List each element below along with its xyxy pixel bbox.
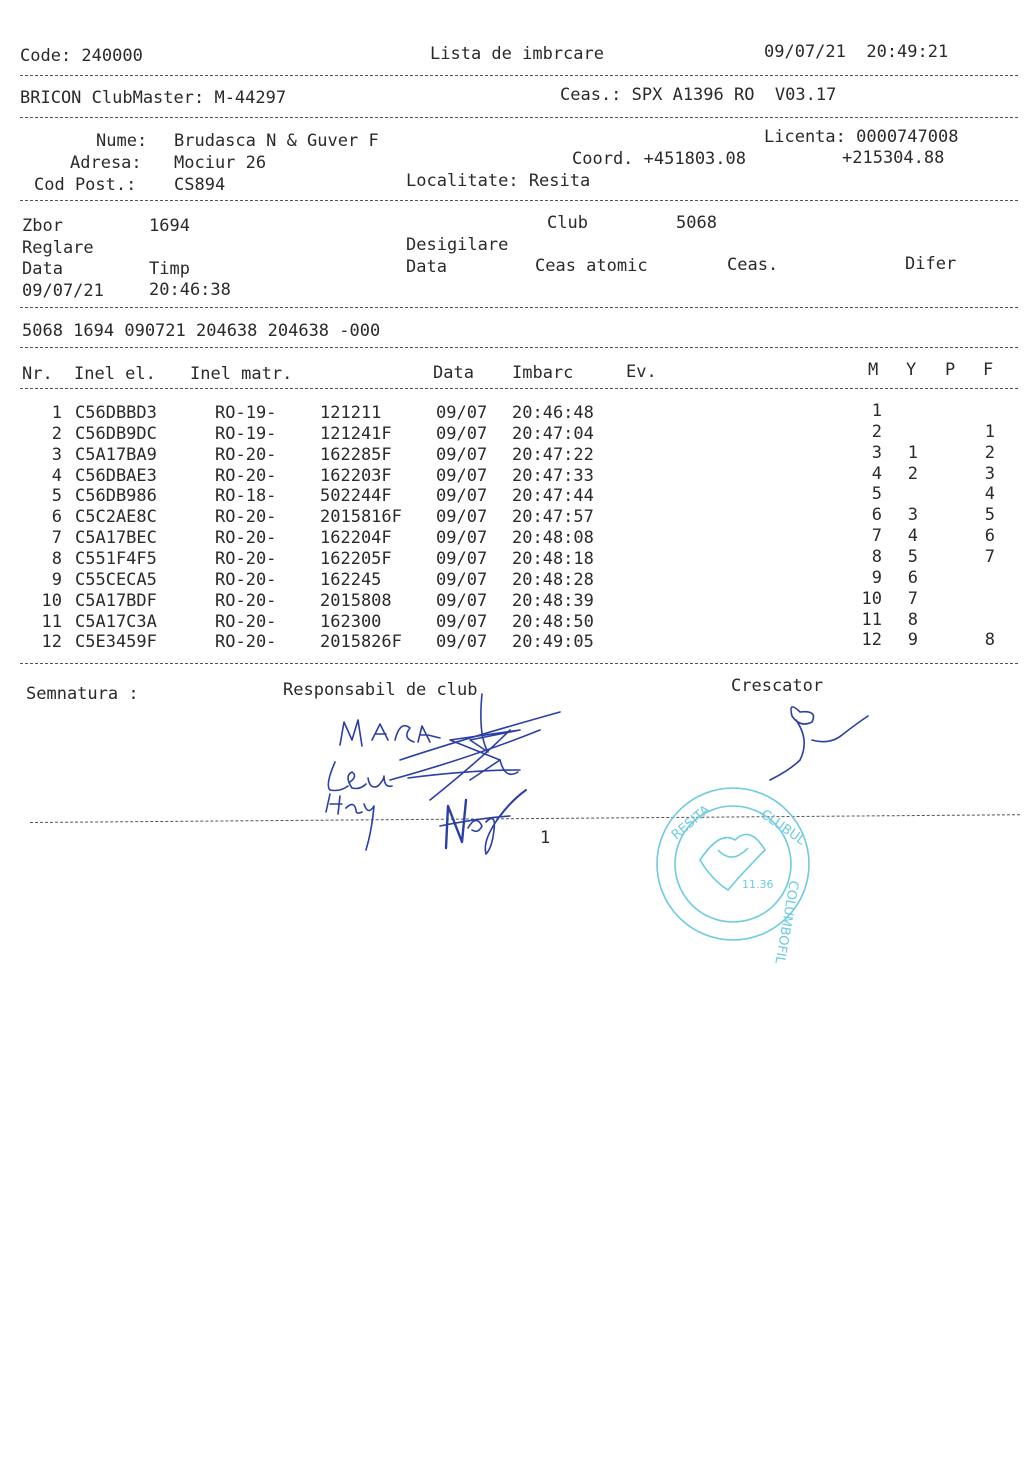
row-electronic-ring: C5A17BA9 xyxy=(75,444,157,465)
col-f: F xyxy=(983,360,994,380)
row-number: 2 xyxy=(51,423,62,444)
svg-text:CLUBUL: CLUBUL xyxy=(757,806,808,849)
club-number: 5068 xyxy=(676,213,717,233)
col-p: P xyxy=(945,360,956,380)
row-y: 6 xyxy=(907,567,918,588)
separator xyxy=(20,75,1018,76)
row-y: 1 xyxy=(907,442,918,463)
flight-code-line: 5068 1694 090721 204638 204638 -000 xyxy=(22,321,381,341)
setting-label: Reglare xyxy=(22,238,94,258)
row-time: 20:46:48 xyxy=(512,403,594,423)
row-m: 8 xyxy=(871,546,882,567)
col-ring-electronic: Inel el. xyxy=(74,364,156,384)
postal-code-label: Cod Post.: xyxy=(34,175,137,195)
col-boarding: Imbarc xyxy=(512,363,574,383)
row-ring-prefix: RO-20- xyxy=(215,465,277,486)
row-f: 6 xyxy=(984,526,995,547)
row-number: 5 xyxy=(51,486,62,507)
difference-label: Difer xyxy=(905,254,957,274)
row-ring-number: 162245 xyxy=(320,569,382,590)
flight-number: 1694 xyxy=(149,216,190,236)
row-m: 12 xyxy=(861,630,882,651)
separator xyxy=(20,388,1018,389)
name-label: Nume: xyxy=(96,131,148,151)
row-date: 09/07 xyxy=(436,590,488,611)
coordinates-second: +215304.88 xyxy=(842,148,945,168)
signature-label: Semnatura : xyxy=(26,684,139,704)
row-date: 09/07 xyxy=(436,548,488,569)
row-y: 3 xyxy=(907,505,918,526)
owner-address: Mociur 26 xyxy=(174,153,267,173)
row-number: 4 xyxy=(51,465,62,486)
row-time: 20:47:22 xyxy=(512,444,594,465)
row-electronic-ring: C5A17C3A xyxy=(75,611,157,632)
row-number: 11 xyxy=(41,611,62,632)
row-ring-prefix: RO-20- xyxy=(215,507,277,528)
row-y: 7 xyxy=(907,588,918,609)
row-m: 4 xyxy=(871,463,882,484)
print-datetime: 09/07/21 20:49:21 xyxy=(764,42,949,62)
address-label: Adresa: xyxy=(70,153,142,173)
separator xyxy=(20,307,1018,308)
row-f: 1 xyxy=(984,421,995,442)
row-electronic-ring: C56DBAE3 xyxy=(75,465,157,486)
stamp-lettering xyxy=(669,802,809,965)
row-date: 09/07 xyxy=(436,465,488,486)
row-electronic-ring: C5E3459F xyxy=(75,632,157,653)
row-ring-number: 2015826F xyxy=(320,632,402,653)
row-electronic-ring: C56DB986 xyxy=(75,486,157,507)
breeder-signature xyxy=(770,707,868,780)
row-f: 5 xyxy=(984,505,995,526)
clock-label: Ceas. xyxy=(727,255,779,275)
row-number: 7 xyxy=(51,528,62,549)
row-number: 6 xyxy=(51,507,62,528)
row-ring-number: 162203F xyxy=(320,465,392,486)
row-ring-prefix: RO-18- xyxy=(215,486,277,507)
row-m: 2 xyxy=(871,421,882,442)
separator xyxy=(20,663,1018,664)
postal-code: CS894 xyxy=(174,175,226,195)
row-time: 20:48:39 xyxy=(512,590,594,611)
col-ring-registration: Inel matr. xyxy=(190,364,293,384)
separator xyxy=(20,200,1018,201)
row-time: 20:48:28 xyxy=(512,569,594,590)
row-number: 3 xyxy=(51,444,62,465)
row-number: 8 xyxy=(51,548,62,569)
col-event: Ev. xyxy=(626,362,657,382)
row-date: 09/07 xyxy=(436,528,488,549)
flight-label: Zbor xyxy=(22,216,63,236)
svg-text:COLUMBOFIL: COLUMBOFIL xyxy=(771,879,801,965)
row-f: 3 xyxy=(984,463,995,484)
row-electronic-ring: C55CECA5 xyxy=(75,569,157,590)
row-f: 8 xyxy=(984,630,995,651)
row-m: 9 xyxy=(871,567,882,588)
row-y: 5 xyxy=(907,546,918,567)
row-electronic-ring: C56DBBD3 xyxy=(75,403,157,423)
row-date: 09/07 xyxy=(436,444,488,465)
col-nr: Nr. xyxy=(22,364,53,384)
row-f: 4 xyxy=(984,484,995,505)
row-time: 20:47:44 xyxy=(512,486,594,507)
owner-name: Brudasca N & Guver F xyxy=(174,131,379,151)
row-ring-prefix: RO-19- xyxy=(215,403,277,423)
locality: Localitate: Resita xyxy=(406,171,591,191)
setting-date: 09/07/21 xyxy=(22,281,104,301)
row-date: 09/07 xyxy=(436,611,488,632)
club-responsible-label: Responsabil de club xyxy=(283,680,478,700)
row-number: 1 xyxy=(51,403,62,423)
date-label: Data xyxy=(22,259,63,279)
row-ring-number: 162285F xyxy=(320,444,392,465)
svg-text:RESITA: RESITA xyxy=(668,802,714,844)
row-m: 10 xyxy=(861,588,882,609)
row-date: 09/07 xyxy=(436,507,488,528)
svg-text:11.36: 11.36 xyxy=(742,878,774,891)
separator xyxy=(20,347,1018,348)
unsealing-label: Desigilare xyxy=(406,235,509,255)
row-electronic-ring: C56DB9DC xyxy=(75,423,157,444)
col-m: M xyxy=(868,360,879,380)
row-ring-number: 502244F xyxy=(320,486,392,507)
row-m: 11 xyxy=(861,609,882,630)
row-electronic-ring: C5A17BDF xyxy=(75,590,157,611)
row-y: 9 xyxy=(907,630,918,651)
row-ring-number: 162300 xyxy=(320,611,382,632)
row-time: 20:48:08 xyxy=(512,528,594,549)
row-ring-number: 162205F xyxy=(320,548,392,569)
row-ring-prefix: RO-20- xyxy=(215,548,277,569)
row-y: 2 xyxy=(907,463,918,484)
row-electronic-ring: C551F4F5 xyxy=(75,548,157,569)
row-ring-number: 121241F xyxy=(320,423,392,444)
signature-line xyxy=(30,814,1020,823)
document-title: Lista de imbrcare xyxy=(430,44,604,64)
time-label: Timp xyxy=(149,259,190,279)
row-date: 09/07 xyxy=(436,423,488,444)
row-electronic-ring: C5C2AE8C xyxy=(75,507,157,528)
row-number: 12 xyxy=(41,632,62,653)
row-ring-number: 162204F xyxy=(320,528,392,549)
row-m: 3 xyxy=(871,442,882,463)
atomic-clock-label: Ceas atomic xyxy=(535,256,648,276)
page-number: 1 xyxy=(540,828,551,848)
row-ring-prefix: RO-20- xyxy=(215,611,277,632)
row-number: 9 xyxy=(51,569,62,590)
row-ring-prefix: RO-20- xyxy=(215,632,277,653)
clock-id: Ceas.: SPX A1396 RO V03.17 xyxy=(560,85,837,105)
col-date: Data xyxy=(433,363,474,383)
row-time: 20:47:57 xyxy=(512,507,594,528)
row-f: 7 xyxy=(984,546,995,567)
row-m: 7 xyxy=(871,526,882,547)
row-date: 09/07 xyxy=(436,486,488,507)
clubmaster-id: BRICON ClubMaster: M-44297 xyxy=(20,88,287,108)
col-y: Y xyxy=(906,360,917,380)
row-date: 09/07 xyxy=(436,569,488,590)
separator xyxy=(20,117,1018,118)
responsible-signature xyxy=(326,694,560,854)
document-code: Code: 240000 xyxy=(20,46,143,66)
club-stamp xyxy=(657,788,809,940)
row-time: 20:47:04 xyxy=(512,423,594,444)
row-ring-prefix: RO-20- xyxy=(215,528,277,549)
row-time: 20:48:50 xyxy=(512,611,594,632)
row-m: 1 xyxy=(871,401,882,421)
coordinates: Coord. +451803.08 xyxy=(572,149,746,169)
row-y: 8 xyxy=(907,609,918,630)
unsealing-date-label: Data xyxy=(406,257,447,277)
row-ring-prefix: RO-19- xyxy=(215,423,277,444)
row-ring-prefix: RO-20- xyxy=(215,569,277,590)
row-date: 09/07 xyxy=(436,632,488,653)
row-ring-number: 2015816F xyxy=(320,507,402,528)
row-date: 09/07 xyxy=(436,403,488,423)
row-y: 4 xyxy=(907,526,918,547)
club-label: Club xyxy=(547,213,588,233)
row-time: 20:49:05 xyxy=(512,632,594,653)
row-ring-prefix: RO-20- xyxy=(215,444,277,465)
row-m: 5 xyxy=(871,484,882,505)
row-number: 10 xyxy=(41,590,62,611)
breeder-label: Crescator xyxy=(731,676,824,696)
row-time: 20:47:33 xyxy=(512,465,594,486)
row-electronic-ring: C5A17BEC xyxy=(75,528,157,549)
license: Licenta: 0000747008 xyxy=(764,127,959,147)
row-time: 20:48:18 xyxy=(512,548,594,569)
row-ring-number: 2015808 xyxy=(320,590,392,611)
row-ring-prefix: RO-20- xyxy=(215,590,277,611)
row-f: 2 xyxy=(984,442,995,463)
row-ring-number: 121211 xyxy=(320,403,382,423)
setting-time: 20:46:38 xyxy=(149,280,231,300)
row-m: 6 xyxy=(871,505,882,526)
